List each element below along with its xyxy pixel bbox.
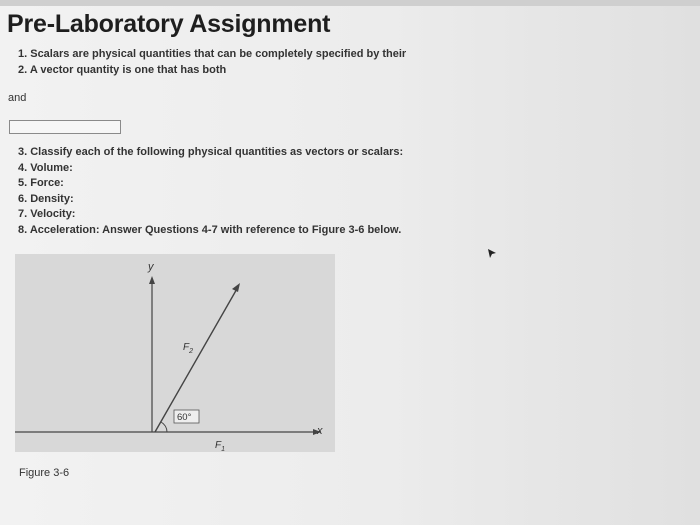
page-title: Pre-Laboratory Assignment bbox=[7, 10, 331, 38]
angle-arc bbox=[161, 422, 167, 432]
question-list-second bbox=[18, 145, 403, 238]
f2-label-main: F bbox=[183, 342, 190, 353]
question-1: 1. Scalars are physical quantities that can be completely specified by their bbox=[18, 48, 407, 60]
mouse-pointer-icon bbox=[487, 248, 497, 260]
question-6: 6. Density: bbox=[18, 192, 74, 205]
angle-label: 60° bbox=[177, 412, 192, 423]
question-8: 8. Acceleration: Answer Questions 4-7 with reference to Figure 3-6 below. bbox=[18, 223, 402, 236]
answer-input[interactable] bbox=[9, 120, 121, 134]
question-7: 7. Velocity: bbox=[18, 208, 76, 220]
question-5: 5. Force: bbox=[18, 177, 64, 189]
f1-label-sub: 1 bbox=[221, 446, 226, 452]
x-axis-label: x bbox=[317, 425, 323, 437]
vector-diagram bbox=[15, 254, 335, 452]
question-4: 4. Volume: bbox=[18, 161, 73, 174]
f1-label bbox=[215, 440, 225, 452]
y-axis-arrowhead bbox=[149, 276, 155, 284]
f2-arrowhead bbox=[232, 283, 240, 292]
figure-caption: Figure 3-6 bbox=[19, 467, 70, 479]
question-list-first bbox=[18, 47, 406, 78]
question-2: 2. A vector quantity is one that has both bbox=[18, 63, 227, 76]
f2-label bbox=[183, 342, 193, 355]
and-label: and bbox=[8, 92, 27, 104]
f2-label-sub: 2 bbox=[189, 348, 194, 355]
question-3: 3. Classify each of the following physical quantities as vectors or scalars: bbox=[18, 146, 404, 158]
y-axis-label: y bbox=[148, 261, 154, 273]
vector-figure bbox=[15, 254, 335, 452]
f1-label-main: F bbox=[215, 440, 222, 451]
